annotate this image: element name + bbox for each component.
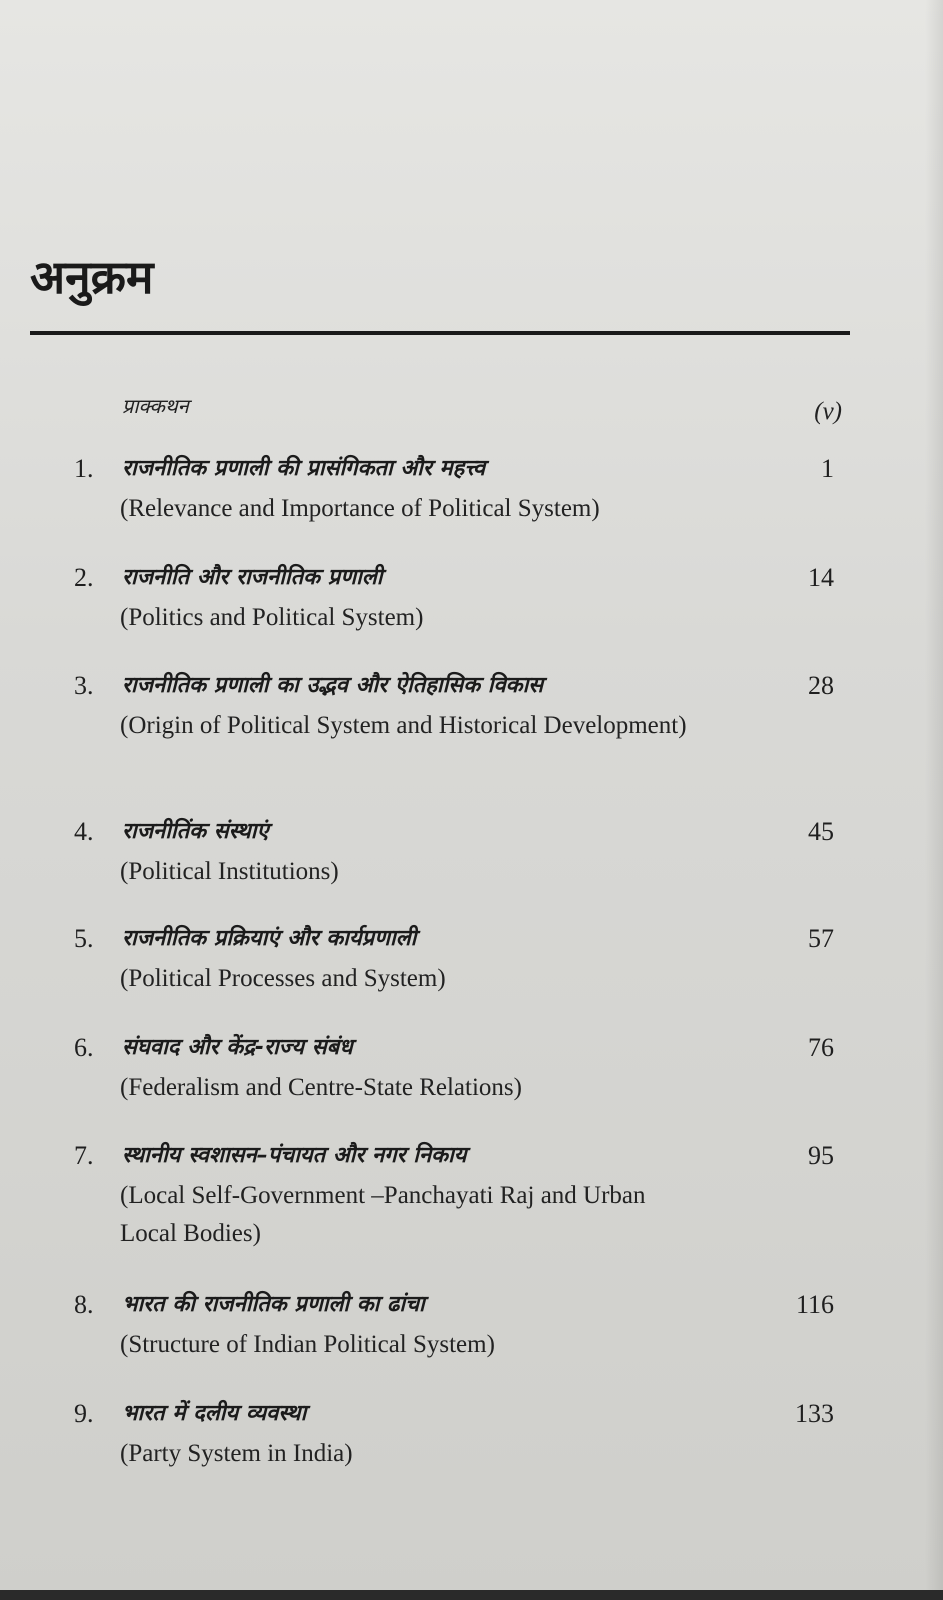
entry-english-title: (Relevance and Importance of Political System) [120,495,600,522]
title-rule [30,331,850,335]
entry-english-title: (Political Institutions) [120,858,339,885]
entry-page-number: 1 [821,454,834,483]
entry-english-title: (Political Processes and System) [120,965,446,992]
entry-page-number: 95 [808,1141,834,1170]
preface-label: प्राक्कथन [122,394,189,418]
entry-hindi-title: राजनीति और राजनीतिक प्रणाली [122,565,383,590]
entry-page-number: 28 [808,671,834,700]
entry-number: 6. [74,1033,94,1062]
entry-number: 2. [74,563,94,592]
entry-hindi-title: राजनीतिक प्रणाली का उद्भव और ऐतिहासिक विकास [122,673,544,698]
entry-page-number: 116 [795,1290,834,1319]
entry-number: 5. [74,924,94,953]
bottom-edge [0,1590,943,1600]
entry-hindi-title: राजनीतिंक संस्थाएं [122,819,269,844]
page-title: अनुक्रम [30,250,154,304]
entry-english-title: (Origin of Political System and Historical Development) [120,712,687,739]
entry-page-number: 57 [808,924,834,953]
page-edge-shadow [925,0,943,1600]
entry-hindi-title: राजनीतिक प्रणाली की प्रासंगिकता और महत्त्व [122,456,486,481]
entry-hindi-title: भारत की राजनीतिक प्रणाली का ढांचा [122,1292,425,1317]
entry-english-title: (Party System in India) [120,1440,353,1467]
entry-english-title: (Local Self-Government –Panchayati Raj and Urban Local Bodies) [120,1182,646,1247]
entry-number: 8. [74,1290,94,1319]
entry-page-number: 14 [808,563,834,592]
entry-english-title: (Politics and Political System) [120,604,424,631]
entry-page-number: 133 [795,1399,834,1428]
entry-page-number: 76 [808,1033,834,1062]
entry-english-title: (Structure of Indian Political System) [120,1331,495,1358]
entry-hindi-title: राजनीतिक प्रक्रियाएं और कार्यप्रणाली [122,926,417,951]
entry-english-title: (Federalism and Centre-State Relations) [120,1074,522,1101]
entry-number: 9. [74,1399,94,1428]
entry-hindi-title: संघवाद और केंद्र-राज्य संबंध [122,1035,353,1060]
entry-page-number: 45 [808,817,834,846]
entry-hindi-title: भारत में दलीय व्यवस्था [122,1401,307,1426]
entry-number: 4. [74,817,94,846]
entry-number: 1. [74,454,94,483]
entry-hindi-title: स्थानीय स्वशासन–पंचायत और नगर निकाय [122,1143,467,1168]
entry-number: 3. [74,671,94,700]
entry-number: 7. [74,1141,94,1170]
preface-page-number: (v) [814,398,842,425]
